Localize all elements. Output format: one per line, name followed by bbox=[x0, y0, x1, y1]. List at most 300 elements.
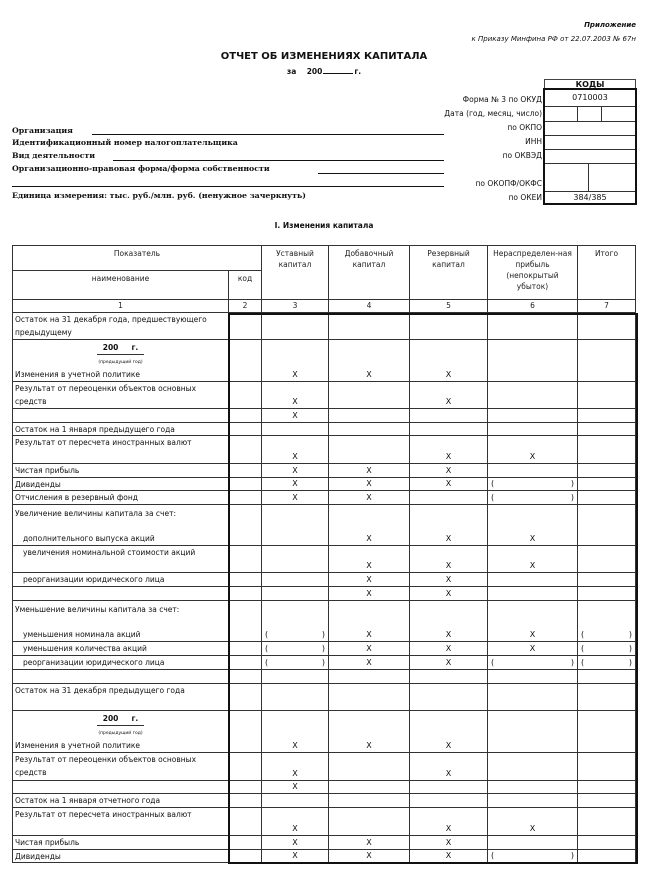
close-paren: ) bbox=[628, 658, 632, 667]
value-cell[interactable] bbox=[488, 340, 578, 382]
value-cell bbox=[329, 573, 410, 587]
row-label-cell bbox=[12, 850, 229, 863]
row-label-cell bbox=[12, 781, 229, 794]
value-cell[interactable] bbox=[329, 794, 410, 808]
value-cell[interactable] bbox=[488, 491, 578, 505]
row-label-cell bbox=[12, 670, 229, 684]
value-cell[interactable] bbox=[329, 313, 410, 340]
value-cell[interactable] bbox=[578, 753, 636, 781]
legal-form-field-line2[interactable] bbox=[12, 186, 444, 187]
x-mark: X bbox=[292, 479, 298, 488]
year-number: 200 bbox=[102, 343, 119, 352]
year-caption: (предыдущий год) bbox=[98, 360, 143, 365]
value-cell bbox=[329, 656, 410, 670]
value-cell[interactable] bbox=[578, 313, 636, 340]
row-label-cell bbox=[12, 423, 229, 436]
value-cell[interactable] bbox=[488, 464, 578, 478]
value-cell[interactable] bbox=[488, 656, 578, 670]
value-cell[interactable] bbox=[410, 794, 488, 808]
row-code-cell[interactable] bbox=[229, 601, 262, 642]
row-code-cell[interactable] bbox=[229, 313, 262, 340]
row-label-cell bbox=[12, 587, 229, 601]
open-paren: ( bbox=[265, 644, 269, 653]
x-mark: X bbox=[292, 397, 298, 406]
x-mark: X bbox=[292, 838, 298, 847]
value-cell bbox=[488, 808, 578, 836]
order-reference: к Приказу Минфина РФ от 22.07.2003 № 67н bbox=[471, 35, 636, 43]
value-cell bbox=[488, 505, 578, 546]
row-code-cell[interactable] bbox=[229, 656, 262, 670]
x-mark: X bbox=[292, 411, 298, 420]
open-paren: ( bbox=[491, 658, 495, 667]
value-cell[interactable] bbox=[488, 409, 578, 423]
row-code-cell[interactable] bbox=[229, 491, 262, 505]
activity-field[interactable] bbox=[113, 160, 444, 161]
period-prefix: за bbox=[286, 67, 297, 76]
codes-heading: КОДЫ bbox=[544, 79, 636, 89]
value-cell[interactable] bbox=[410, 684, 488, 711]
row-code-cell[interactable] bbox=[229, 505, 262, 546]
activity-label: Вид деятельности bbox=[12, 151, 96, 160]
value-cell[interactable] bbox=[488, 423, 578, 436]
organization-field[interactable] bbox=[92, 134, 444, 135]
x-mark: X bbox=[445, 479, 452, 488]
value-cell[interactable] bbox=[578, 382, 636, 409]
year-block bbox=[13, 341, 228, 369]
row-code-cell[interactable] bbox=[229, 478, 262, 491]
value-cell[interactable] bbox=[329, 423, 410, 436]
row-code-cell[interactable] bbox=[229, 850, 262, 863]
x-mark: X bbox=[445, 452, 452, 461]
year-value[interactable] bbox=[97, 341, 145, 355]
value-cell[interactable] bbox=[578, 642, 636, 656]
header-col6: Нераспределен-ная прибыль (непокрытый убыток) bbox=[488, 245, 578, 300]
row-code-cell[interactable] bbox=[229, 836, 262, 850]
x-mark: X bbox=[445, 769, 452, 778]
row-code-cell[interactable] bbox=[229, 340, 262, 382]
close-paren: ) bbox=[570, 658, 574, 667]
value-cell[interactable] bbox=[578, 340, 636, 382]
open-paren: ( bbox=[491, 851, 495, 860]
x-mark: X bbox=[366, 370, 372, 379]
value-cell[interactable] bbox=[262, 573, 329, 587]
value-cell bbox=[262, 781, 329, 794]
value-cell[interactable] bbox=[410, 781, 488, 794]
value-cell[interactable] bbox=[410, 409, 488, 423]
colnum-1: 1 bbox=[12, 300, 229, 313]
row-label: Дивиденды bbox=[15, 852, 61, 861]
date-code-field[interactable] bbox=[545, 107, 635, 122]
row-label-cell bbox=[12, 464, 229, 478]
x-mark: X bbox=[445, 589, 452, 598]
row-code-cell[interactable] bbox=[229, 794, 262, 808]
row-label: Увеличение величины капитала за счет: bbox=[15, 509, 176, 518]
value-cell[interactable] bbox=[329, 382, 410, 409]
row-label-cell bbox=[12, 382, 229, 409]
row-label: Остаток на 31 декабря года, предшествующего предыдущему bbox=[15, 315, 207, 337]
value-cell[interactable] bbox=[329, 670, 410, 684]
value-cell[interactable] bbox=[488, 711, 578, 753]
value-cell[interactable] bbox=[578, 670, 636, 684]
date-label: Дата (год, месяц, число) bbox=[444, 109, 542, 118]
x-mark: X bbox=[445, 534, 452, 543]
value-cell[interactable] bbox=[410, 423, 488, 436]
row-label: реорганизации юридического лица bbox=[23, 575, 165, 584]
value-cell[interactable] bbox=[410, 313, 488, 340]
row-label: Дивиденды bbox=[15, 480, 61, 489]
row-label: Уменьшение величины капитала за счет: bbox=[15, 605, 180, 614]
open-paren: ( bbox=[581, 630, 585, 639]
colnum-7: 7 bbox=[578, 300, 636, 313]
value-cell[interactable] bbox=[578, 711, 636, 753]
okved-label: по ОКВЭД bbox=[502, 151, 542, 160]
x-mark: X bbox=[366, 479, 372, 488]
x-mark: X bbox=[292, 466, 298, 475]
value-cell[interactable] bbox=[578, 464, 636, 478]
row-code-cell[interactable] bbox=[229, 436, 262, 464]
colnum-3: 3 bbox=[262, 300, 329, 313]
row-label-cell bbox=[12, 753, 229, 781]
x-mark: X bbox=[292, 769, 298, 778]
colnum-6: 6 bbox=[488, 300, 578, 313]
header-indicator: Показатель bbox=[12, 245, 262, 271]
x-mark: X bbox=[292, 824, 298, 833]
value-cell[interactable] bbox=[578, 781, 636, 794]
legal-form-field[interactable] bbox=[318, 173, 444, 174]
open-paren: ( bbox=[491, 493, 495, 502]
x-mark: X bbox=[366, 589, 372, 598]
row-label: Результат от пересчета иностранных валют bbox=[15, 810, 192, 819]
legal-form-label: Организационно-правовая форма/форма собственности bbox=[12, 164, 270, 173]
x-mark: X bbox=[445, 561, 452, 570]
close-paren: ) bbox=[321, 658, 325, 667]
x-mark: X bbox=[366, 493, 372, 502]
value-cell[interactable] bbox=[329, 808, 410, 836]
row-label-cell bbox=[12, 836, 229, 850]
value-cell bbox=[262, 491, 329, 505]
value-cell bbox=[488, 546, 578, 573]
row-code-cell[interactable] bbox=[229, 753, 262, 781]
value-cell[interactable] bbox=[578, 656, 636, 670]
close-paren: ) bbox=[570, 479, 574, 488]
value-cell bbox=[410, 340, 488, 382]
value-cell[interactable] bbox=[578, 808, 636, 836]
close-paren: ) bbox=[628, 644, 632, 653]
open-paren: ( bbox=[491, 479, 495, 488]
row-label: Изменения в учетной политике bbox=[15, 370, 141, 379]
value-cell bbox=[329, 340, 410, 382]
value-cell bbox=[262, 340, 329, 382]
year-number: 200 bbox=[102, 714, 119, 723]
close-paren: ) bbox=[321, 630, 325, 639]
period-suffix: г. bbox=[354, 67, 362, 76]
row-label: Чистая прибыль bbox=[15, 838, 80, 847]
year-block bbox=[13, 712, 228, 740]
value-cell[interactable] bbox=[578, 601, 636, 642]
row-code-cell[interactable] bbox=[229, 573, 262, 587]
header-code: код bbox=[229, 271, 262, 300]
row-code-cell[interactable] bbox=[229, 423, 262, 436]
x-mark: X bbox=[445, 466, 452, 475]
value-cell[interactable] bbox=[578, 546, 636, 573]
value-cell[interactable] bbox=[578, 836, 636, 850]
row-label: реорганизации юридического лица bbox=[23, 658, 165, 667]
value-cell[interactable] bbox=[410, 670, 488, 684]
value-cell[interactable] bbox=[329, 753, 410, 781]
value-cell[interactable] bbox=[488, 587, 578, 601]
value-cell[interactable] bbox=[329, 781, 410, 794]
row-label: Изменения в учетной политике bbox=[15, 741, 141, 750]
value-cell[interactable] bbox=[488, 836, 578, 850]
value-cell[interactable] bbox=[488, 850, 578, 863]
value-cell[interactable] bbox=[578, 478, 636, 491]
row-code-cell[interactable] bbox=[229, 670, 262, 684]
row-label-cell bbox=[12, 642, 229, 656]
value-cell bbox=[410, 850, 488, 863]
x-mark: X bbox=[292, 493, 298, 502]
inn-label: ИНН bbox=[525, 137, 542, 146]
row-code-cell[interactable] bbox=[229, 808, 262, 836]
x-mark: X bbox=[366, 630, 372, 639]
row-label-cell bbox=[12, 478, 229, 491]
value-cell bbox=[262, 436, 329, 464]
value-cell[interactable] bbox=[262, 423, 329, 436]
value-cell[interactable] bbox=[262, 505, 329, 546]
x-mark: X bbox=[292, 851, 298, 860]
open-paren: ( bbox=[265, 630, 269, 639]
value-cell bbox=[329, 587, 410, 601]
x-mark: X bbox=[529, 534, 536, 543]
open-paren: ( bbox=[581, 644, 585, 653]
value-cell[interactable] bbox=[488, 573, 578, 587]
header-col3: Уставный капитал bbox=[262, 245, 329, 300]
x-mark: X bbox=[445, 851, 452, 860]
close-paren: ) bbox=[628, 630, 632, 639]
okud-code: 0710003 bbox=[545, 90, 635, 107]
okpo-code-field[interactable] bbox=[545, 122, 635, 136]
value-cell bbox=[262, 711, 329, 753]
value-cell[interactable] bbox=[262, 794, 329, 808]
row-label: Результат от пересчета иностранных валют bbox=[15, 438, 192, 447]
row-label-cell bbox=[12, 505, 229, 546]
row-label: Отчисления в резервный фонд bbox=[15, 493, 138, 502]
value-cell[interactable] bbox=[262, 684, 329, 711]
value-cell[interactable] bbox=[578, 684, 636, 711]
close-paren: ) bbox=[321, 644, 325, 653]
value-cell[interactable] bbox=[262, 656, 329, 670]
value-cell[interactable] bbox=[578, 505, 636, 546]
x-mark: X bbox=[366, 575, 372, 584]
colnum-4: 4 bbox=[329, 300, 410, 313]
row-code-cell[interactable] bbox=[229, 781, 262, 794]
value-cell[interactable] bbox=[578, 409, 636, 423]
row-label: Остаток на 1 января отчетного года bbox=[15, 796, 161, 805]
value-cell bbox=[329, 478, 410, 491]
okopf-code-field[interactable] bbox=[545, 164, 635, 192]
okud-label: Форма № 3 по ОКУД bbox=[462, 95, 542, 104]
value-cell bbox=[329, 642, 410, 656]
x-mark: X bbox=[366, 658, 372, 667]
year-caption: (предыдущий год) bbox=[98, 731, 143, 736]
value-cell bbox=[262, 753, 329, 781]
close-paren: ) bbox=[570, 493, 574, 502]
value-cell[interactable] bbox=[488, 478, 578, 491]
x-mark: X bbox=[445, 658, 452, 667]
inn-code-field[interactable] bbox=[545, 136, 635, 150]
value-cell bbox=[262, 850, 329, 863]
header-col5: Резервный капитал bbox=[410, 245, 488, 300]
okopf-label: по ОКОПФ/ОКФС bbox=[475, 179, 542, 188]
value-cell[interactable] bbox=[262, 670, 329, 684]
x-mark: X bbox=[366, 466, 372, 475]
value-cell bbox=[488, 642, 578, 656]
value-cell bbox=[410, 642, 488, 656]
value-cell bbox=[329, 505, 410, 546]
appendix-label: Приложение bbox=[584, 21, 636, 29]
value-cell[interactable] bbox=[578, 850, 636, 863]
row-label: Остаток на 1 января предыдущего года bbox=[15, 425, 175, 434]
row-label-cell bbox=[12, 684, 229, 711]
x-mark: X bbox=[529, 630, 536, 639]
value-cell[interactable] bbox=[578, 794, 636, 808]
row-label-cell bbox=[12, 313, 229, 340]
x-mark: X bbox=[292, 370, 298, 379]
value-cell bbox=[488, 601, 578, 642]
value-cell[interactable] bbox=[410, 491, 488, 505]
inn-field-label: Идентификационный номер налогоплательщика bbox=[12, 138, 238, 147]
value-cell bbox=[329, 850, 410, 863]
value-cell[interactable] bbox=[329, 436, 410, 464]
close-paren: ) bbox=[570, 851, 574, 860]
period-year: 200 bbox=[306, 67, 323, 76]
value-cell[interactable] bbox=[578, 491, 636, 505]
value-cell[interactable] bbox=[578, 587, 636, 601]
row-label: Результат от переоценки объектов основных средств bbox=[15, 755, 197, 777]
value-cell[interactable] bbox=[262, 313, 329, 340]
value-cell bbox=[262, 382, 329, 409]
value-cell bbox=[262, 409, 329, 423]
value-cell bbox=[329, 491, 410, 505]
codes-box bbox=[543, 88, 637, 205]
value-cell[interactable] bbox=[488, 670, 578, 684]
colnum-2: 2 bbox=[229, 300, 262, 313]
x-mark: X bbox=[366, 741, 372, 750]
period-year-field[interactable] bbox=[323, 66, 353, 74]
open-paren: ( bbox=[265, 658, 269, 667]
row-code-cell[interactable] bbox=[229, 464, 262, 478]
row-label-cell bbox=[12, 409, 229, 423]
row-label-cell bbox=[12, 546, 229, 573]
value-cell bbox=[410, 711, 488, 753]
row-label: Чистая прибыль bbox=[15, 466, 80, 475]
value-cell bbox=[410, 505, 488, 546]
row-label-cell bbox=[12, 794, 229, 808]
row-code-cell[interactable] bbox=[229, 409, 262, 423]
colnum-5: 5 bbox=[410, 300, 488, 313]
row-label-cell bbox=[12, 436, 229, 464]
row-code-cell[interactable] bbox=[229, 642, 262, 656]
value-cell bbox=[329, 546, 410, 573]
row-label: Результат от переоценки объектов основных средств bbox=[15, 384, 197, 406]
header-col7: Итого bbox=[578, 245, 636, 300]
row-label: Остаток на 31 декабря предыдущего года bbox=[15, 686, 185, 695]
x-mark: X bbox=[445, 397, 452, 406]
value-cell[interactable] bbox=[262, 642, 329, 656]
value-cell bbox=[262, 836, 329, 850]
row-label: дополнительного выпуска акций bbox=[23, 534, 155, 543]
x-mark: X bbox=[529, 644, 536, 653]
value-cell bbox=[410, 546, 488, 573]
row-code-cell[interactable] bbox=[229, 546, 262, 573]
x-mark: X bbox=[445, 824, 452, 833]
value-cell[interactable] bbox=[488, 684, 578, 711]
year-suffix: г. bbox=[131, 343, 139, 352]
header-col4: Добавочный капитал bbox=[329, 245, 410, 300]
row-code-cell[interactable] bbox=[229, 711, 262, 753]
value-cell bbox=[410, 478, 488, 491]
value-cell bbox=[262, 478, 329, 491]
value-cell bbox=[410, 836, 488, 850]
x-mark: X bbox=[366, 534, 372, 543]
row-label: уменьшения номинала акций bbox=[23, 630, 141, 639]
year-suffix: г. bbox=[131, 714, 139, 723]
value-cell bbox=[488, 436, 578, 464]
x-mark: X bbox=[445, 575, 452, 584]
year-value[interactable] bbox=[97, 712, 145, 726]
x-mark: X bbox=[292, 452, 298, 461]
row-label: уменьшения количества акций bbox=[23, 644, 147, 653]
value-cell[interactable] bbox=[329, 409, 410, 423]
value-cell[interactable] bbox=[488, 313, 578, 340]
page-title: ОТЧЕТ ОБ ИЗМЕНЕНИЯХ КАПИТАЛА bbox=[220, 51, 428, 62]
x-mark: X bbox=[292, 741, 298, 750]
value-cell[interactable] bbox=[488, 794, 578, 808]
x-mark: X bbox=[445, 630, 452, 639]
value-cell[interactable] bbox=[329, 684, 410, 711]
value-cell[interactable] bbox=[262, 546, 329, 573]
okved-code-field[interactable] bbox=[545, 150, 635, 164]
row-label-cell bbox=[12, 340, 229, 382]
row-code-cell[interactable] bbox=[229, 684, 262, 711]
row-label-cell bbox=[12, 711, 229, 753]
value-cell[interactable] bbox=[578, 436, 636, 464]
x-mark: X bbox=[292, 782, 298, 791]
row-label-cell bbox=[12, 656, 229, 670]
value-cell[interactable] bbox=[488, 382, 578, 409]
value-cell[interactable] bbox=[262, 587, 329, 601]
value-cell[interactable] bbox=[488, 753, 578, 781]
value-cell[interactable] bbox=[262, 601, 329, 642]
value-cell[interactable] bbox=[578, 423, 636, 436]
x-mark: X bbox=[529, 452, 536, 461]
value-cell bbox=[262, 464, 329, 478]
value-cell[interactable] bbox=[578, 573, 636, 587]
header-name: наименование bbox=[12, 271, 229, 300]
value-cell[interactable] bbox=[488, 781, 578, 794]
row-label: увеличения номинальной стоимости акций bbox=[23, 548, 196, 557]
row-code-cell[interactable] bbox=[229, 587, 262, 601]
capital-changes-table bbox=[12, 245, 636, 865]
x-mark: X bbox=[445, 838, 452, 847]
x-mark: X bbox=[445, 741, 452, 750]
value-cell bbox=[329, 836, 410, 850]
x-mark: X bbox=[529, 824, 536, 833]
row-code-cell[interactable] bbox=[229, 382, 262, 409]
organization-label: Организация bbox=[12, 126, 73, 135]
row-label-cell bbox=[12, 601, 229, 642]
x-mark: X bbox=[366, 644, 372, 653]
value-cell bbox=[410, 656, 488, 670]
